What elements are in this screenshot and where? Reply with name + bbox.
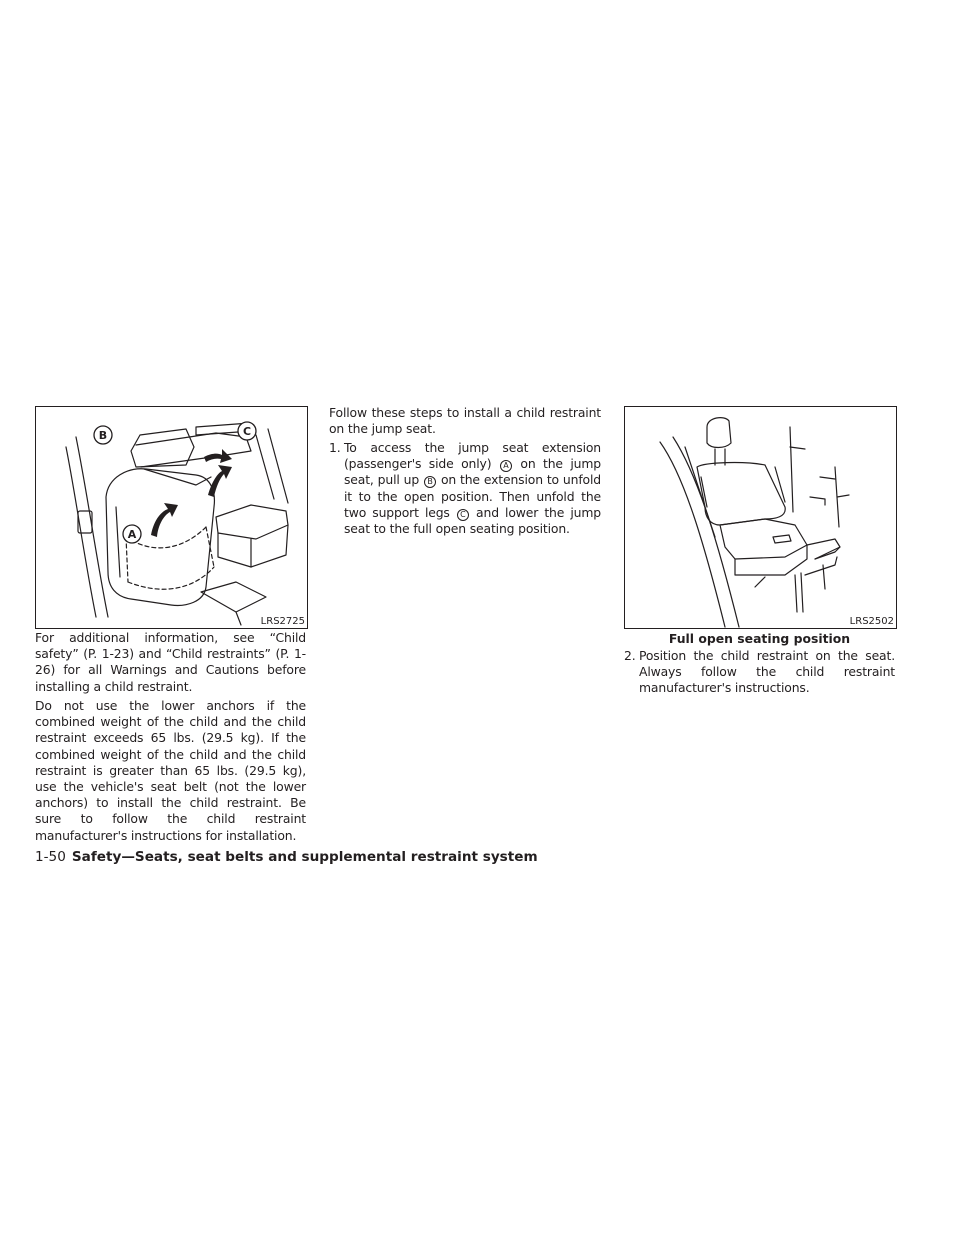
figure-code: LRS2502 [849, 616, 894, 627]
figure-label-c: C [242, 425, 252, 438]
page-number: 1-50 [35, 849, 66, 865]
figure-label-b: B [98, 429, 108, 442]
figure-jump-seat-extension [35, 406, 308, 629]
callout-a-icon: A [500, 460, 512, 472]
para-steps-intro: Follow these steps to install a child restraint on the jump seat. [329, 405, 601, 437]
step-2-text: Position the child restraint on the seat. Always follow the child restraint manufacturer's instructions. [639, 648, 895, 696]
figure-code: LRS2725 [260, 616, 305, 627]
figure-caption: Full open seating position [668, 631, 851, 646]
step-1-number: 1. [329, 440, 341, 455]
figure-label-a: A [127, 528, 137, 541]
full-open-seat-illustration [625, 407, 896, 628]
page-footer [35, 849, 538, 865]
para-lower-anchors-warning: Do not use the lower anchors if the combined weight of the child and the child restraint exceeds 65 lbs. (29.5 kg). If the combined weight of the child and the child restraint is greater than 65 lbs. (29.5 kg), use the vehicle's seat belt (not the lower anchors) to install the child restraint. Be sure to follow the child restraint manufacturer's instructions for installation. [35, 698, 306, 843]
section-title: Safety—Seats, seat belts and supplemental restraint system [71, 849, 538, 865]
step-2-number: 2. [624, 648, 636, 663]
step-2 [624, 648, 895, 708]
callout-b-icon: B [424, 476, 436, 488]
jump-seat-extension-illustration [36, 407, 307, 628]
step-1-text: To access the jump seat extension (passenger's side only) A on the jump seat, pull up B on the extension to unfold it to the open position. Then unfold the two support legs C and lower the jump seat to the full open seating position. [344, 440, 602, 537]
step-1 [329, 440, 601, 540]
figure-full-open-seat [624, 406, 897, 629]
callout-c-icon: C [457, 509, 469, 521]
para-additional-info: For additional information, see “Child safety” (P. 1-23) and “Child restraints” (P. 1-26) for all Warnings and Cautions before installing a child restraint. [35, 630, 306, 694]
